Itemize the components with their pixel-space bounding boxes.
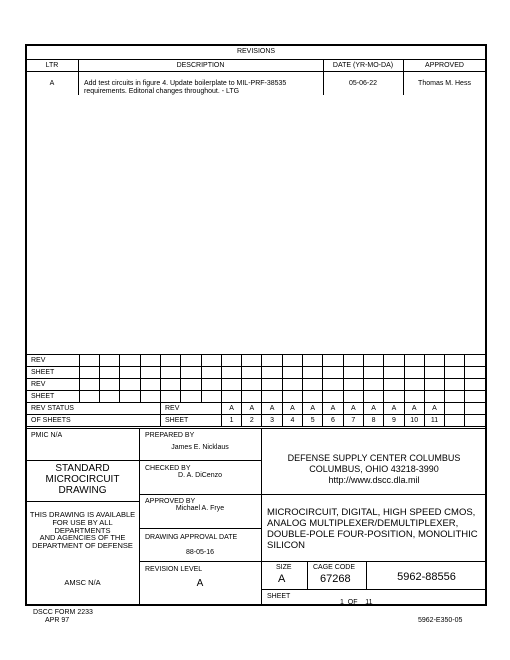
prepared-by-name: James E. Nicklaus bbox=[171, 444, 229, 451]
approval-date-label: DRAWING APPROVAL DATE bbox=[145, 534, 238, 541]
sheet-number-7: 7 bbox=[343, 415, 363, 427]
drawing-title-line2: ANALOG MULTIPLEXER/DEMULTIPLEXER, bbox=[267, 518, 459, 529]
sheet-number-10: 10 bbox=[404, 415, 424, 427]
sheet-label: SHEET bbox=[27, 391, 80, 403]
rev-short-label: REV bbox=[160, 403, 221, 415]
sheet-number-4: 4 bbox=[282, 415, 302, 427]
drawing-title-line4: SILICON bbox=[267, 540, 306, 551]
rev-label: REV bbox=[27, 355, 80, 367]
revision-date: 05-06-22 bbox=[348, 80, 378, 87]
form-number: DSCC FORM 2233 bbox=[33, 609, 93, 616]
revision-level-label: REVISION LEVEL bbox=[145, 566, 203, 573]
approval-date: 88-05-16 bbox=[185, 549, 215, 556]
microcircuit-label: MICROCIRCUIT bbox=[45, 474, 120, 485]
size-value: A bbox=[278, 573, 286, 585]
availability-line1: THIS DRAWING IS AVAILABLE bbox=[29, 510, 136, 519]
cage-code-value: 67268 bbox=[320, 573, 351, 585]
availability-line3: DEPARTMENTS bbox=[54, 526, 111, 535]
size-label: SIZE bbox=[276, 564, 292, 571]
amsc-label: AMSC N/A bbox=[64, 578, 101, 587]
sheet-of-count: 1 OF 11 bbox=[340, 599, 373, 606]
of-sheets-label: OF SHEETS bbox=[27, 415, 161, 427]
revision-letter: A bbox=[49, 80, 55, 87]
drawing-title-line1: MICROCIRCUIT, DIGITAL, HIGH SPEED CMOS, bbox=[267, 507, 476, 518]
sheet-number-8: 8 bbox=[363, 415, 383, 427]
cage-code-label: CAGE CODE bbox=[313, 564, 356, 571]
form-date: APR 97 bbox=[45, 617, 70, 624]
rev-cell-6: A bbox=[323, 403, 343, 415]
grid-row-rev-status bbox=[27, 403, 487, 415]
rev-cell-5: A bbox=[303, 403, 323, 415]
checked-by-name: D. A. DiCenzo bbox=[178, 472, 222, 479]
prepared-by-label: PREPARED BY bbox=[145, 432, 195, 439]
availability-line4: AND AGENCIES OF THE bbox=[39, 533, 126, 542]
description-header: DESCRIPTION bbox=[176, 62, 225, 69]
ltr-header: LTR bbox=[45, 62, 59, 69]
availability-line5: DEPARTMENT OF DEFENSE bbox=[32, 541, 133, 550]
rev-label: REV bbox=[27, 379, 80, 391]
sheet-number-3: 3 bbox=[262, 415, 282, 427]
rev-cell-1: A bbox=[221, 403, 241, 415]
approved-by-label: APPROVED BY bbox=[145, 498, 196, 505]
grid-row-sheet-2 bbox=[27, 391, 487, 403]
revision-approver: Thomas M. Hess bbox=[418, 80, 471, 87]
rev-cell-3: A bbox=[262, 403, 282, 415]
revision-status-grid bbox=[26, 354, 487, 427]
dscc-name: DEFENSE SUPPLY CENTER COLUMBUS bbox=[287, 453, 461, 463]
availability-line2: FOR USE BY ALL bbox=[52, 518, 113, 527]
sheet-short-label: SHEET bbox=[160, 415, 221, 427]
grid-row-sheet-1 bbox=[27, 367, 487, 379]
grid-row-rev-1 bbox=[27, 355, 487, 367]
grid-row-of-sheets bbox=[27, 415, 487, 427]
rev-cell-4: A bbox=[282, 403, 302, 415]
sheet-label: SHEET bbox=[27, 367, 80, 379]
sheet-number-6: 6 bbox=[323, 415, 343, 427]
revisions-title: REVISIONS bbox=[236, 48, 276, 55]
sheet-number-11: 11 bbox=[424, 415, 444, 427]
sheet-number-9: 9 bbox=[384, 415, 404, 427]
approved-header: APPROVED bbox=[425, 62, 464, 69]
revision-description-line2: requirements. Editorial changes throughout. - LTG bbox=[84, 88, 240, 95]
rev-status-label: REV STATUS bbox=[27, 403, 161, 415]
rev-cell-9: A bbox=[384, 403, 404, 415]
document-code: 5962-E350-05 bbox=[418, 617, 463, 624]
drawing-title-line3: DOUBLE-POLE FOUR-POSITION, MONOLITHIC bbox=[267, 529, 478, 540]
drawing-label: DRAWING bbox=[58, 485, 107, 496]
sheet-number-5: 5 bbox=[303, 415, 323, 427]
rev-cell-7: A bbox=[343, 403, 363, 415]
date-header: DATE (YR-MO-DA) bbox=[332, 62, 394, 69]
sheet-number-1: 1 bbox=[221, 415, 241, 427]
pmic-label: PMIC N/A bbox=[31, 432, 63, 439]
rev-cell-10: A bbox=[404, 403, 424, 415]
dscc-url: http://www.dscc.dla.mil bbox=[328, 475, 420, 485]
grid-row-rev-2 bbox=[27, 379, 487, 391]
rev-cell-8: A bbox=[363, 403, 383, 415]
standard-label: STANDARD bbox=[55, 463, 110, 474]
checked-by-label: CHECKED BY bbox=[145, 465, 191, 472]
revision-description-line1: Add test circuits in figure 4. Update boilerplate to MIL-PRF-38535 bbox=[84, 80, 287, 87]
dscc-address: COLUMBUS, OHIO 43218-3990 bbox=[309, 464, 439, 474]
rev-cell-11: A bbox=[424, 403, 444, 415]
approved-by-name: Michael A. Frye bbox=[175, 505, 225, 512]
revision-level: A bbox=[196, 578, 204, 589]
drawing-number: 5962-88556 bbox=[397, 571, 456, 583]
sheet-label-title: SHEET bbox=[267, 593, 291, 600]
rev-cell-2: A bbox=[242, 403, 262, 415]
sheet-number-2: 2 bbox=[242, 415, 262, 427]
